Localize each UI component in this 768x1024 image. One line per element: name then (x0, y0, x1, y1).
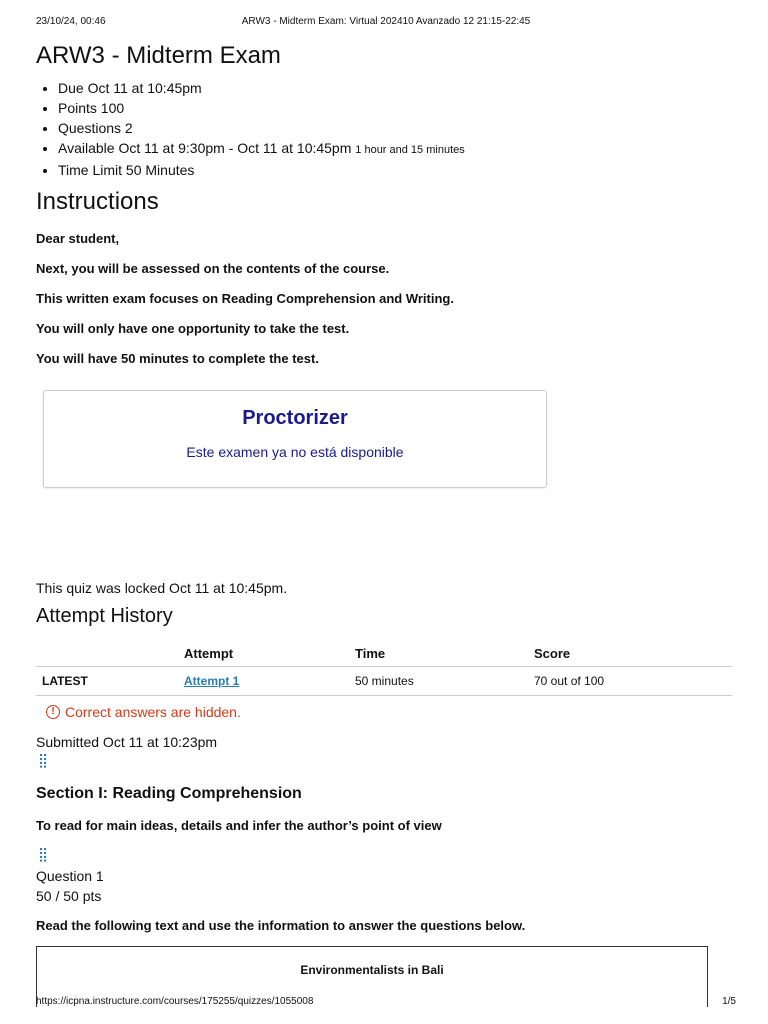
instruction-line: Next, you will be assessed on the contents of the course. (36, 261, 390, 276)
meta-available-duration: 1 hour and 15 minutes (355, 144, 465, 156)
attempt-1-link[interactable]: Attempt 1 (184, 674, 240, 688)
attempt-cell (183, 667, 354, 696)
quiz-meta-list (36, 78, 732, 180)
attempt-history-heading: Attempt History (36, 605, 173, 627)
correct-answers-hidden-notice (46, 704, 241, 720)
question-points: 50 / 50 pts (36, 888, 102, 904)
question-prompt: Read the following text and use the information to answer the questions below. (36, 918, 526, 933)
quiz-title: ARW3 - Midterm Exam (36, 42, 281, 69)
score-cell: 70 out of 100 (533, 667, 732, 696)
print-url: https://icpna.instructure.com/courses/175255/quizzes/1055008 (36, 996, 314, 1007)
quiz-content (36, 40, 732, 977)
instructions-heading: Instructions (36, 188, 159, 215)
meta-available-range: Available Oct 11 at 9:30pm - Oct 11 at 10:45pm (58, 140, 352, 156)
attempt-history-table (36, 640, 732, 696)
proctorizer-title: Proctorizer (242, 407, 348, 429)
question-number: Question 1 (36, 868, 104, 884)
submitted-text: Submitted Oct 11 at 10:23pm (36, 734, 218, 750)
instruction-line: You will only have one opportunity to take the test. (36, 321, 350, 336)
drag-handle-icon[interactable]: ⣿ (38, 752, 47, 768)
meta-due: • Due Oct 11 at 10:45pm (58, 78, 732, 98)
column-header-blank (36, 640, 183, 667)
column-header-score: Score (533, 640, 732, 667)
latest-label: LATEST (36, 667, 183, 696)
print-datetime: 23/10/24, 00:46 (36, 16, 106, 27)
print-doc-title: ARW3 - Midterm Exam: Virtual 202410 Avanzado 12 21:15-22:45 (241, 16, 531, 27)
instruction-line: You will have 50 minutes to complete the test. (36, 351, 319, 366)
instructions-body (36, 224, 732, 374)
instruction-line: This written exam focuses on Reading Comprehension and Writing. (36, 291, 454, 306)
instruction-line: Dear student, (36, 231, 120, 246)
alert-icon: ! (46, 705, 60, 719)
print-page-number: 1/5 (722, 996, 736, 1007)
meta-questions: • Questions 2 (58, 118, 732, 138)
section-title: Section I: Reading Comprehension (36, 785, 302, 802)
meta-points: • Points 100 (58, 98, 732, 118)
meta-available (58, 138, 732, 160)
proctorizer-box (43, 390, 547, 488)
table-row (36, 667, 732, 696)
column-header-time: Time (354, 640, 533, 667)
table-header-row (36, 640, 732, 667)
quiz-locked-text: This quiz was locked Oct 11 at 10:45pm. (36, 580, 288, 596)
correct-answers-hidden-text: Correct answers are hidden. (65, 704, 241, 720)
time-cell: 50 minutes (354, 667, 533, 696)
reading-text-title: Environmentalists in Bali (300, 963, 444, 977)
proctorizer-message: Este examen ya no está disponible (186, 444, 404, 460)
drag-handle-icon[interactable]: ⣿ (38, 846, 47, 862)
meta-time-limit: • Time Limit 50 Minutes (58, 160, 732, 180)
column-header-attempt: Attempt (183, 640, 354, 667)
section-subtitle: To read for main ideas, details and infer the author’s point of view (36, 818, 442, 833)
